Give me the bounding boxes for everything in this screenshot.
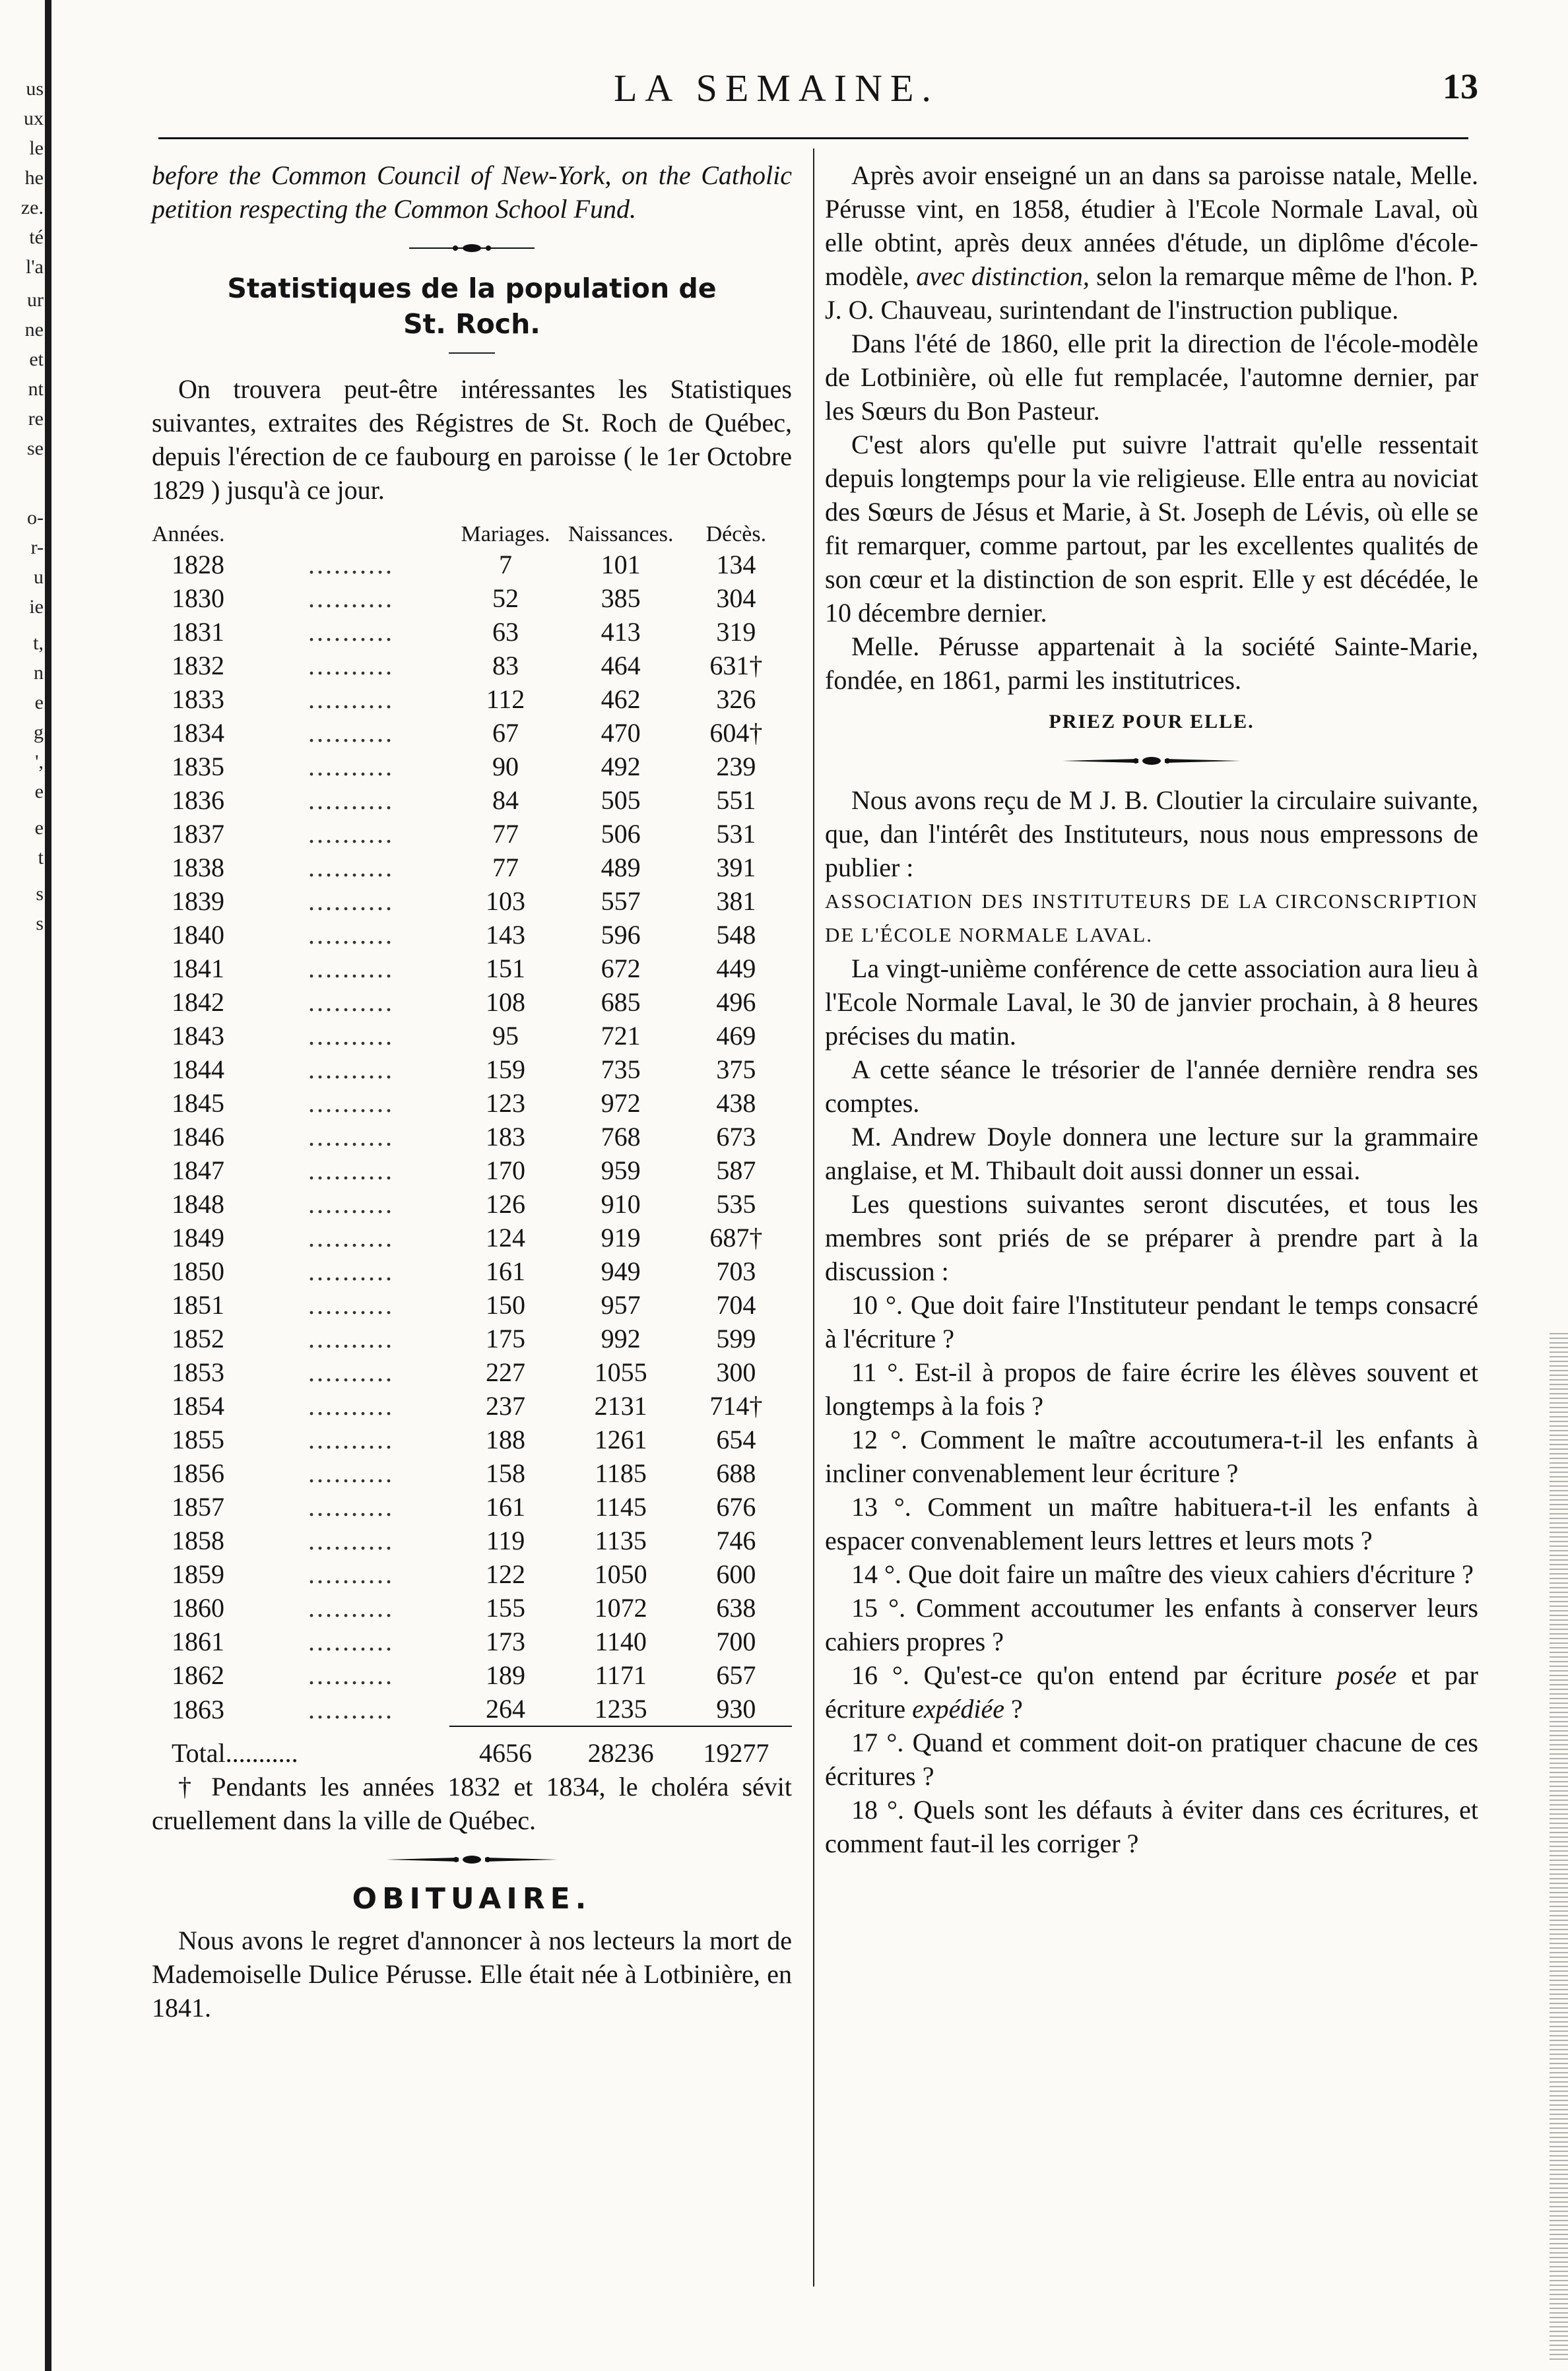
row-leader-dots: ..........	[308, 718, 394, 748]
edge-fragment: e	[34, 692, 44, 713]
question-16: 16 °. Qu'est-ce qu'on entend par écriture posée et par écriture expédiée ?	[825, 1660, 1478, 1724]
table-row	[152, 1490, 792, 1524]
column-divider	[813, 148, 814, 2287]
row-mariages: 227	[486, 1357, 525, 1387]
row-deces: 449	[716, 954, 756, 983]
row-deces: 381	[716, 886, 756, 916]
table-row	[152, 1254, 792, 1288]
row-deces: 930	[716, 1694, 756, 1724]
edge-fragment: e	[34, 781, 44, 802]
row-deces: 438	[716, 1088, 756, 1118]
row-year: 1832	[172, 651, 224, 680]
row-deces: 673	[716, 1122, 756, 1152]
row-deces: 703	[716, 1256, 756, 1286]
row-naissances: 413	[601, 617, 641, 647]
row-leader-dots: ..........	[308, 819, 394, 849]
obituary-continuation: Après avoir enseigné un an dans sa paroisse natale, Melle. Pérusse vint, en 1858, étudier à l'Ecole Normale Laval, où elle obtint, après deux années d'étude, un diplôme d'école-modèle, avec distinction, selon la remarque même de l'hon. P. J. O. Chauveau, surintendant de l'instruction publique.	[825, 160, 1479, 325]
row-leader-dots: ..........	[308, 987, 394, 1017]
table-row	[152, 1355, 792, 1389]
row-leader-dots: ..........	[308, 1122, 394, 1152]
table-row	[152, 1322, 792, 1355]
row-naissances: 919	[601, 1223, 641, 1252]
row-naissances: 464	[601, 651, 641, 680]
row-deces: 654	[716, 1425, 756, 1454]
row-year: 1842	[172, 987, 224, 1017]
row-year: 1843	[172, 1021, 224, 1051]
row-naissances: 596	[601, 920, 641, 950]
obituary-para-2: Dans l'été de 1860, elle prit la direction de l'école-modèle de Lotbinière, où elle fut remplacée, l'automne dernier, par les Sœurs du Bon Pasteur.	[825, 329, 1478, 426]
table-row	[152, 615, 792, 649]
row-deces: 746	[716, 1526, 756, 1555]
row-mariages: 264	[486, 1694, 525, 1724]
row-mariages: 170	[486, 1155, 525, 1185]
row-year: 1856	[172, 1458, 224, 1488]
left-column	[152, 158, 792, 2025]
row-naissances: 949	[601, 1256, 641, 1286]
header-rule	[158, 137, 1468, 139]
row-deces: 300	[716, 1357, 756, 1387]
edge-fragment: té	[29, 226, 44, 248]
row-mariages: 63	[492, 617, 519, 647]
row-year: 1839	[172, 886, 224, 916]
association-heading: ASSOCIATION DES INSTITUTEURS DE LA CIRCONSCRIPTION DE L'ÉCOLE NORMALE LAVAL.	[825, 890, 1478, 946]
row-mariages: 188	[486, 1425, 525, 1454]
row-year: 1858	[172, 1526, 224, 1555]
questions-intro: Les questions suivantes seront discutées, et tous les membres sont priés de se préparer à prendre part à la discussion :	[825, 1189, 1478, 1286]
col-header-mariages: Mariages.	[461, 522, 550, 546]
total-row	[152, 1736, 792, 1770]
row-naissances: 1055	[594, 1357, 647, 1387]
row-year: 1852	[172, 1324, 224, 1353]
row-deces: 638	[716, 1593, 756, 1623]
row-year: 1844	[172, 1055, 224, 1084]
row-mariages: 161	[486, 1256, 525, 1286]
row-year: 1828	[172, 550, 224, 579]
table-row	[152, 1591, 792, 1625]
row-year: 1857	[172, 1492, 224, 1522]
edge-fragment: et	[29, 348, 44, 370]
question-15: 15 °. Comment accoutumer les enfants à conserver leurs cahiers propres ?	[825, 1593, 1478, 1656]
edge-fragment: n	[34, 662, 44, 684]
row-naissances: 957	[601, 1290, 641, 1320]
cholera-footnote: † Pendants les années 1832 et 1834, le choléra sévit cruellement dans la ville de Québec.	[152, 1772, 792, 1835]
row-mariages: 189	[486, 1660, 525, 1690]
question-18: 18 °. Quels sont les défauts à éviter dans ces écritures, et comment faut-il les corriger ?	[825, 1795, 1478, 1858]
row-mariages: 77	[492, 853, 519, 882]
edge-fragment: o-	[27, 507, 44, 529]
edge-fragment: s	[36, 883, 44, 905]
col-header-deces: Décès.	[705, 522, 767, 546]
total-mariages: 4656	[479, 1738, 532, 1768]
row-naissances: 1050	[594, 1559, 647, 1589]
edge-fragment: s	[36, 913, 44, 934]
row-year: 1835	[172, 752, 224, 781]
row-mariages: 161	[486, 1492, 525, 1522]
row-deces: 326	[716, 684, 756, 714]
population-table	[152, 521, 792, 1770]
row-mariages: 173	[486, 1627, 525, 1656]
row-leader-dots: ..........	[308, 1391, 394, 1421]
row-leader-dots: ..........	[308, 1526, 394, 1555]
table-row	[152, 716, 792, 750]
row-year: 1860	[172, 1593, 224, 1623]
row-naissances: 1140	[595, 1627, 647, 1656]
row-deces: 600	[716, 1559, 756, 1589]
stats-heading-line2: St. Roch.	[403, 308, 540, 340]
row-leader-dots: ..........	[308, 1492, 394, 1522]
row-leader-dots: ..........	[308, 1425, 394, 1454]
row-naissances: 992	[601, 1324, 641, 1353]
edge-fragment: us	[26, 78, 44, 100]
table-row	[152, 581, 792, 615]
row-deces: 548	[716, 920, 756, 950]
row-deces: 631†	[709, 651, 763, 680]
row-year: 1846	[172, 1122, 224, 1152]
scan-edge-noise	[1550, 1333, 1568, 2362]
table-row	[152, 1524, 792, 1557]
edge-fragment: ie	[29, 596, 44, 618]
right-column	[825, 158, 1478, 1860]
row-leader-dots: ..........	[308, 1559, 394, 1589]
col-header-years: Années.	[152, 522, 225, 546]
row-mariages: 150	[486, 1290, 525, 1320]
row-naissances: 1135	[595, 1526, 647, 1555]
table-row	[152, 1187, 792, 1221]
total-rules	[152, 1726, 792, 1736]
row-naissances: 1145	[595, 1492, 647, 1522]
row-mariages: 83	[492, 651, 519, 680]
table-row	[152, 750, 792, 783]
row-naissances: 959	[601, 1155, 641, 1185]
row-leader-dots: ..........	[308, 550, 394, 579]
row-deces: 551	[716, 785, 756, 815]
row-mariages: 7	[499, 550, 512, 579]
row-deces: 469	[716, 1021, 756, 1051]
table-row	[152, 918, 792, 952]
row-naissances: 1261	[594, 1425, 647, 1454]
row-naissances: 721	[601, 1021, 641, 1051]
row-leader-dots: ..........	[308, 1055, 394, 1084]
table-row	[152, 985, 792, 1019]
table-row	[152, 1288, 792, 1322]
row-deces: 714†	[709, 1391, 763, 1421]
table-row	[152, 1053, 792, 1086]
row-naissances: 505	[601, 785, 641, 815]
row-naissances: 910	[601, 1189, 641, 1219]
table-row	[152, 1456, 792, 1490]
row-deces: 391	[716, 853, 756, 882]
obituary-para-3: C'est alors qu'elle put suivre l'attrait qu'elle ressentait depuis longtemps pour la vie religieuse. Elle entra au noviciat des Sœurs de Jésus et Marie, à St. Joseph de Lévis, où elle se fit remarquer, comme partout, par les excellentes qualités de son cœur et la distinction de son esprit. Elle y est décédée, le 10 décembre dernier.	[825, 430, 1478, 628]
row-year: 1838	[172, 853, 224, 882]
table-row	[152, 817, 792, 851]
row-deces: 375	[716, 1055, 756, 1084]
edge-fragment: le	[29, 137, 44, 159]
row-naissances: 489	[601, 853, 641, 882]
row-year: 1862	[172, 1660, 224, 1690]
row-mariages: 112	[486, 684, 525, 714]
row-year: 1854	[172, 1391, 224, 1421]
row-leader-dots: ..........	[308, 752, 394, 781]
question-17: 17 °. Quand et comment doit-on pratiquer chacune de ces écritures ?	[825, 1728, 1478, 1791]
edge-fragment: g	[34, 721, 44, 743]
table-row	[152, 649, 792, 682]
row-leader-dots: ..........	[308, 886, 394, 916]
row-leader-dots: ..........	[308, 1088, 394, 1118]
row-mariages: 52	[492, 583, 519, 613]
row-year: 1830	[172, 583, 224, 613]
edge-fragment: ne	[24, 319, 44, 341]
row-deces: 304	[716, 583, 756, 613]
edge-fragment: re	[28, 408, 44, 430]
row-mariages: 122	[486, 1559, 525, 1589]
row-naissances: 462	[601, 684, 641, 714]
row-mariages: 77	[492, 819, 519, 849]
row-leader-dots: ..........	[308, 785, 394, 815]
row-deces: 704	[716, 1290, 756, 1320]
priez-pour-elle: PRIEZ POUR ELLE.	[1049, 711, 1255, 732]
row-deces: 587	[716, 1155, 756, 1185]
edge-fragment: l'a	[25, 256, 44, 278]
edge-fragment: r-	[30, 536, 44, 558]
row-year: 1837	[172, 819, 224, 849]
row-naissances: 685	[601, 987, 641, 1017]
row-year: 1850	[172, 1256, 224, 1286]
row-naissances: 470	[601, 718, 641, 748]
table-row	[152, 1086, 792, 1120]
total-naissances: 28236	[587, 1738, 654, 1768]
row-mariages: 237	[486, 1391, 525, 1421]
row-naissances: 672	[601, 954, 641, 983]
row-naissances: 492	[601, 752, 641, 781]
row-naissances: 101	[601, 550, 641, 579]
row-leader-dots: ..........	[308, 1694, 394, 1724]
row-mariages: 143	[486, 920, 525, 950]
row-mariages: 90	[492, 752, 519, 781]
question-14: 14 °. Que doit faire un maître des vieux cahiers d'écriture ?	[851, 1559, 1474, 1589]
row-naissances: 385	[601, 583, 641, 613]
row-year: 1845	[172, 1088, 224, 1118]
row-naissances: 972	[601, 1088, 641, 1118]
row-leader-dots: ..........	[308, 1593, 394, 1623]
row-deces: 496	[716, 987, 756, 1017]
table-row	[152, 1625, 792, 1658]
row-year: 1836	[172, 785, 224, 815]
scan-binding-edge	[45, 0, 51, 2371]
col-header-spacer	[308, 521, 449, 548]
obituary-text: Nous avons le regret d'annoncer à nos lecteurs la mort de Mademoiselle Dulice Pérusse. Elle était née à Lotbinière, en 1841.	[152, 1926, 792, 2023]
row-deces: 531	[716, 819, 756, 849]
row-naissances: 1171	[595, 1660, 647, 1690]
row-leader-dots: ..........	[308, 1324, 394, 1353]
row-deces: 687†	[709, 1223, 763, 1252]
row-naissances: 1185	[595, 1458, 647, 1488]
table-row	[152, 1389, 792, 1423]
row-leader-dots: ..........	[308, 583, 394, 613]
row-leader-dots: ..........	[308, 853, 394, 882]
row-mariages: 155	[486, 1593, 525, 1623]
row-leader-dots: ..........	[308, 1256, 394, 1286]
ornament-divider	[152, 243, 792, 253]
lecture-para: M. Andrew Doyle donnera une lecture sur la grammaire anglaise, et M. Thibault doit aussi donner un essai.	[825, 1122, 1478, 1185]
row-year: 1849	[172, 1223, 224, 1252]
question-11: 11 °. Est-il à propos de faire écrire les élèves souvent et longtemps à la fois ?	[825, 1357, 1478, 1421]
circular-intro: Nous avons reçu de M J. B. Cloutier la circulaire suivante, que, dan l'intérêt des Instituteurs, nous nous empressons de publier :	[825, 785, 1478, 882]
row-naissances: 2131	[594, 1391, 647, 1421]
question-12: 12 °. Comment le maître accoutumera-t-il les enfants à incliner convenablement leur écriture ?	[825, 1425, 1478, 1488]
table-row	[152, 1019, 792, 1053]
row-deces: 604†	[709, 718, 763, 748]
row-leader-dots: ..........	[308, 1223, 394, 1252]
row-leader-dots: ..........	[308, 1155, 394, 1185]
row-mariages: 175	[486, 1324, 525, 1353]
edge-fragment: ze.	[20, 197, 44, 218]
table-row	[152, 1120, 792, 1153]
row-year: 1840	[172, 920, 224, 950]
question-10: 10 °. Que doit faire l'Instituteur pendant le temps consacré à l'écriture ?	[825, 1290, 1478, 1353]
row-mariages: 123	[486, 1088, 525, 1118]
row-deces: 688	[716, 1458, 756, 1488]
row-mariages: 103	[486, 886, 525, 916]
row-deces: 676	[716, 1492, 756, 1522]
row-year: 1834	[172, 718, 224, 748]
row-deces: 319	[716, 617, 756, 647]
table-row	[152, 548, 792, 581]
edge-fragment: u	[34, 566, 44, 588]
row-mariages: 108	[486, 987, 525, 1017]
edge-fragment: ur	[27, 289, 44, 311]
row-mariages: 67	[492, 718, 519, 748]
row-naissances: 506	[601, 819, 641, 849]
row-year: 1833	[172, 684, 224, 714]
stats-heading-line1: Statistiques de la population de	[227, 273, 717, 304]
row-naissances: 735	[601, 1055, 641, 1084]
row-mariages: 183	[486, 1122, 525, 1152]
row-deces: 657	[716, 1660, 756, 1690]
conference-para: La vingt-unième conférence de cette association aura lieu à l'Ecole Normale Laval, le 30 de janvier prochain, à 8 heures précises du matin.	[825, 954, 1478, 1051]
row-leader-dots: ..........	[308, 1021, 394, 1051]
row-leader-dots: ..........	[308, 920, 394, 950]
row-mariages: 126	[486, 1189, 525, 1219]
ornament-divider	[825, 756, 1478, 766]
row-mariages: 158	[486, 1458, 525, 1488]
edge-fragment: se	[27, 438, 44, 459]
intro-italic-text: before the Common Council of New-York, on the Catholic petition respecting the Common School Fund.	[152, 160, 792, 224]
row-year: 1831	[172, 617, 224, 647]
row-year: 1848	[172, 1189, 224, 1219]
row-leader-dots: ..........	[308, 617, 394, 647]
row-deces: 134	[716, 550, 756, 579]
row-deces: 239	[716, 752, 756, 781]
row-naissances: 1235	[594, 1694, 647, 1724]
edge-fragment: nt	[28, 378, 44, 400]
page-number: 13	[1443, 67, 1478, 106]
row-leader-dots: ..........	[308, 954, 394, 983]
question-13: 13 °. Comment un maître habituera-t-il les enfants à espacer convenablement leurs lettres et leurs mots ?	[825, 1492, 1478, 1555]
row-mariages: 119	[486, 1526, 525, 1555]
table-row	[152, 952, 792, 985]
edge-fragment: t	[38, 847, 44, 868]
total-deces: 19277	[703, 1738, 769, 1768]
row-deces: 700	[716, 1627, 756, 1656]
edge-fragment: ux	[24, 108, 44, 129]
ornament-divider	[152, 1854, 792, 1865]
table-row	[152, 1692, 792, 1726]
edge-fragment: e	[34, 817, 44, 839]
row-year: 1847	[172, 1155, 224, 1185]
row-leader-dots: ..........	[308, 1357, 394, 1387]
table-row	[152, 1221, 792, 1254]
row-year: 1859	[172, 1559, 224, 1589]
treasurer-para: A cette séance le trésorier de l'année dernière rendra ses comptes.	[825, 1055, 1478, 1118]
row-leader-dots: ..........	[308, 684, 394, 714]
edge-fragment: he	[24, 167, 44, 189]
row-leader-dots: ..........	[308, 1189, 394, 1219]
row-leader-dots: ..........	[308, 651, 394, 680]
table-row	[152, 851, 792, 884]
table-row	[152, 1423, 792, 1456]
edge-fragment: ',	[35, 751, 44, 773]
edge-fragment: t,	[33, 632, 44, 654]
obituary-para-4: Melle. Pérusse appartenait à la société Sainte-Marie, fondée, en 1861, parmi les institutrices.	[825, 632, 1478, 695]
row-year: 1861	[172, 1627, 224, 1656]
total-label: Total...........	[172, 1738, 298, 1768]
short-rule	[449, 352, 495, 354]
row-naissances: 1072	[594, 1593, 647, 1623]
table-row	[152, 682, 792, 716]
row-mariages: 84	[492, 785, 519, 815]
table-row	[152, 1153, 792, 1187]
table-row	[152, 783, 792, 817]
stats-heading	[152, 271, 792, 342]
row-leader-dots: ..........	[308, 1458, 394, 1488]
row-year: 1851	[172, 1290, 224, 1320]
stats-intro: On trouvera peut-être intéressantes les Statistiques suivantes, extraites des Régistres de St. Roch de Québec, depuis l'érection de ce faubourg en paroisse ( le 1er Octobre 1829 ) jusqu'à ce jour.	[152, 374, 792, 505]
row-year: 1841	[172, 954, 224, 983]
row-naissances: 768	[601, 1122, 641, 1152]
row-year: 1855	[172, 1425, 224, 1454]
row-deces: 599	[716, 1324, 756, 1353]
row-mariages: 95	[492, 1021, 519, 1051]
row-leader-dots: ..........	[308, 1660, 394, 1690]
row-mariages: 151	[486, 954, 525, 983]
row-year: 1853	[172, 1357, 224, 1387]
running-head	[158, 66, 1478, 112]
row-naissances: 557	[601, 886, 641, 916]
row-mariages: 159	[486, 1055, 525, 1084]
col-header-naissances: Naissances.	[568, 522, 674, 546]
row-year: 1863	[172, 1694, 224, 1724]
running-title: LA SEMAINE.	[614, 67, 939, 110]
row-mariages: 124	[486, 1223, 525, 1252]
table-header-row	[152, 521, 792, 548]
table-row	[152, 884, 792, 918]
obituary-heading: OBITUAIRE.	[352, 1882, 592, 1916]
row-leader-dots: ..........	[308, 1290, 394, 1320]
row-deces: 535	[716, 1189, 756, 1219]
table-row	[152, 1557, 792, 1591]
table-row	[152, 1658, 792, 1692]
row-leader-dots: ..........	[308, 1627, 394, 1656]
